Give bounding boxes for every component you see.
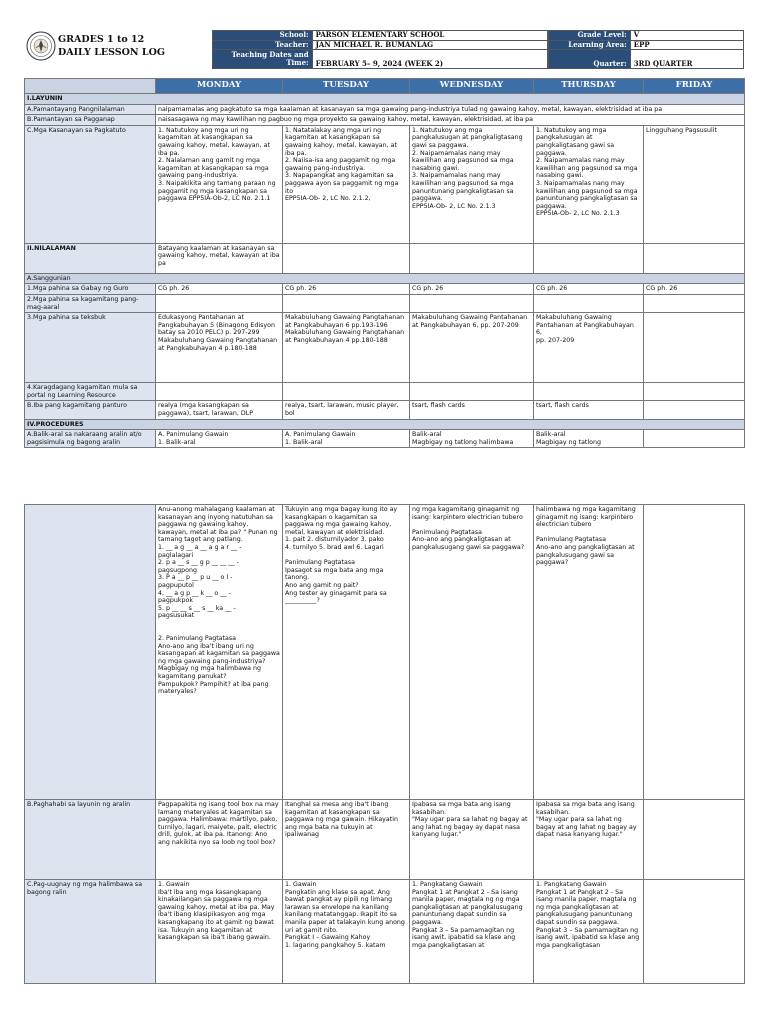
cell-friday — [644, 313, 745, 383]
cell-tuesday — [283, 294, 410, 312]
day-header-row — [25, 79, 745, 94]
meta-left — [212, 30, 548, 69]
cell-monday: Batayang kaalaman at kasanayan sa gawaing kahoy, metal, kawayan at iba pa — [156, 243, 283, 273]
section-layunin — [25, 94, 745, 105]
cell-thursday: tsart, flash cards — [534, 401, 644, 419]
section-sanggunian — [25, 273, 745, 284]
row-label: B.Paghahabi sa layunin ng aralin — [25, 800, 156, 880]
cell-thursday: halimbawa ng mga kagamitang ginagamit ng isang: karpintero electrician tubero Panimulang Pagtatasa Ano-ano ang pangkaligtasan at pangkalusugang gawi sa paggawa? — [534, 505, 644, 800]
row-label: A.Pamantayang Pangnilalaman — [25, 104, 156, 115]
cell-thursday: CG ph. 26 — [534, 284, 644, 295]
cell-monday — [156, 294, 283, 312]
cell-monday: Edukasyong Pantahanan at Pangkabuhayan 5 (Binagong Edisyon batay sa 2010 PELC) p. 297-299 Makabuluhang Gawaing Pangtahanan at Pangkabuhayan 4 p.180-188 — [156, 313, 283, 383]
day-monday: MONDAY — [156, 79, 283, 94]
cell-wednesday: tsart, flash cards — [410, 401, 534, 419]
grade-value: V — [630, 31, 743, 41]
row-label: 2.Mga pahina sa kagamitang pang-mag-aaral — [25, 294, 156, 312]
cell-wednesday: 1. Natutukoy ang mga pangkalusugan at pangkaligtasang gawi sa paggawa. 2. Naipamamalas nang may kawilihan ang pagsunod sa mga nasabing gawi. 3. Naipamamalas nang may kawilihan ang pagsunod sa mga panuntunang pangkaligtasan sa paggawa. EPP5IA-Ob- 2, LC No. 2.1.3 — [410, 125, 534, 243]
cell-wednesday: Balik-aral Magbigay ng tatlong halimbawa — [410, 430, 534, 448]
cell-friday — [644, 880, 745, 984]
cell-thursday: 1. Natutukoy ang mga pangkalusugan at pangkaligtasang gawi sa paggawa. 2. Naipamamalas nang may kawilihan ang pagsunod sa mga nasabing gawi. 3. Naipamamalas nang may kawilihan ang pagsunod sa mga panuntunang pangkaligtasan sa paggawa. EPP5IA-Ob- 2, LC No. 2.1.3 — [534, 125, 644, 243]
row-teksbuk — [25, 313, 745, 383]
section-procedures — [25, 419, 745, 430]
row-kagamitang-pang-mag-aaral — [25, 294, 745, 312]
cell-friday — [644, 430, 745, 448]
cell-thursday: Ipabasa sa mga bata ang isang kasabihan. "May ugar para sa lahat ng bagay at ang lahat ng bagay ay dapat nasa kanyang lugar." — [534, 800, 644, 880]
row-pamantayan-pagganap — [25, 115, 745, 126]
row-text: naisasagawa ng may kawilihan ng pagbuo ng mga proyekto sa gawaing kahoy, metal, kawayan, elektrisidad, at iba pa — [156, 115, 745, 126]
cell-thursday: 1. Pangkatang Gawain Pangkat 1 at Pangkat 2 - Sa isang manila paper, magtala ng ng mga pangkaligtasan at pangkalusugang panuntunang dapat sundin sa paggawa. Pangkat 3 – Sa pamamagitan ng isang awit, ipabatid sa klase ang mga pangkaligtasan — [534, 880, 644, 984]
cell-monday — [156, 383, 283, 401]
cell-tuesday: Makabuluhang Gawaing Pangtahanan at Pangkabuhayan 6 pp.193-196 Makabuluhang Gawaing Pangtahanan at Pangkabuhayan 4 pp.180-188 — [283, 313, 410, 383]
row-kasanayan — [25, 125, 745, 243]
cell-wednesday — [410, 294, 534, 312]
corner-cell — [25, 79, 156, 94]
row-nilalaman — [25, 243, 745, 273]
cell-tuesday: A. Panimulang Gawain 1. Balik-aral — [283, 430, 410, 448]
cell-wednesday: 1. Pangkatang Gawain Pangkat 1 at Pangkat 2 - Sa isang manila paper, magtala ng ng mga pangkaligtasan at pangkalusugang panuntunang dapat sundin sa paggawa. Pangkat 3 – Sa pamamagitan ng isang awit, ipabatid sa klase ang mga pangkaligtasan at — [410, 880, 534, 984]
section-label: IV.PROCEDURES — [25, 419, 745, 430]
row-balik-aral-continued — [25, 505, 745, 800]
cell-thursday — [534, 294, 644, 312]
cell-wednesday: CG ph. 26 — [410, 284, 534, 295]
cell-tuesday — [283, 383, 410, 401]
cell-monday: CG ph. 26 — [156, 284, 283, 295]
cell-monday: Anu-anong mahalagang kaalaman at kasanayan ang inyong natutuhan sa paggawa ng gawaing kahoy, kawayan, metal at iba pa? " Punan ng tamang tagot ang patlang. 1. __ a g __ a __ a g a r __ - paglalagari 2. p a __ s __ g p __ __ __ - pagsugpong 3. P a __ p __ p u __ o l - pagpuputol 4. __ a g p __ k __ o __ - pagpukpok 5. p __ __ s __ s __ ka __ - pagsusukat 2. Panimulang Pagtatasa Ano-ano ang iba't ibang uri ng kasangapan at kagamitan sa paggawa ng mga gawaing pang-industriya? Magbigay ng mga halimbawa ng kagamitang panukat? Pampukpok? Pampihit? at iba pang materyales? — [156, 505, 283, 800]
cell-friday: CG ph. 26 — [644, 284, 745, 295]
cell-tuesday: 1. Gawain Pangkatin ang klase sa apat. Ang bawat pangkat ay pipili ng limang larawan sa envelope na kanilang kanilang matatanggap. Ikapit ito sa manila paper at talakayin kung anong uri at gamit nito. Pangkat I – Gawaing Kahoy 1. lagaring pangkahoy 5. katam — [283, 880, 410, 984]
row-gabay-guro — [25, 284, 745, 295]
cell-monday: 1. Gawain Iba't iba ang mga kasangkapang kinakailangan sa paggawa ng mga gawaing kahoy, metal at iba pa. May iba't ibang klasipikasyon ang mga kasangkapang ito at gamit ng bawat isa. Tukuyin ang kagamitan at kasangkapan sa iba't ibang gawain. — [156, 880, 283, 984]
meta-right — [548, 30, 744, 69]
day-wednesday: WEDNESDAY — [410, 79, 534, 94]
title-line-1: GRADES 1 to 12 — [58, 34, 145, 45]
cell-monday: 1. Natutukoy ang mga uri ng kagamitan at kasangkapan sa gawaing kahoy, metal, kawayan, at iba pa. 2. Nalalaman ang gamit ng mga kagamitan at kasangkapan sa mga gawaing pang-industriya. 3. Naipakikita ang tamang paraan ng paggamit ng mga kasangkapan sa paggawa EPP5IA-Ob-2, LC No. 2.1.1 — [156, 125, 283, 243]
cell-tuesday: 1. Natatalakay ang mga uri ng kagamitan at kasangkapan sa gawaing kahoy, metal, kawayan, at iba pa. 2. Naiisa-isa ang paggamit ng mga gawaing pang-industriya. 3. Napapangkat ang kagamitan sa paggawa ayon sa paggamit ng mga ito EPP5IA-Ob- 2, LC No. 2.1.2, — [283, 125, 410, 243]
cell-monday: A. Panimulang Gawain 1. Balik-aral — [156, 430, 283, 448]
cell-friday — [644, 800, 745, 880]
cell-wednesday: ng mga kagamitang ginagamit ng isang: karpintero electrician tubero Panimulang Pagtatasa Ano-ano ang pangkaligtasan at pangkalusugang gawi sa paggawa? — [410, 505, 534, 800]
row-text: naipamamalas ang pagkatuto sa mga kaalaman at kasanayan sa mga gawaing pang-industriya tulad ng gawaing kahoy, metal, kawayan, elektrisidad at iba pa — [156, 104, 745, 115]
cell-tuesday: CG ph. 26 — [283, 284, 410, 295]
quarter-value: 3RD QUARTER — [630, 50, 743, 69]
row-label: 4.Karagdagang kagamitan mula sa portal ng Learning Resource — [25, 383, 156, 401]
cell-wednesday — [410, 383, 534, 401]
day-friday: FRIDAY — [644, 79, 745, 94]
lesson-table-page-1 — [24, 78, 745, 448]
row-label: B.Iba pang kagamitang panturo — [25, 401, 156, 419]
row-label — [25, 505, 156, 800]
cell-friday — [644, 505, 745, 800]
day-tuesday: TUESDAY — [283, 79, 410, 94]
cell-friday — [644, 401, 745, 419]
row-label: II.NILALAMAN — [25, 243, 156, 273]
cell-wednesday — [410, 243, 534, 273]
row-pamantayang-pangnilalaman — [25, 104, 745, 115]
cell-friday — [644, 243, 745, 273]
dates-value: FEBRUARY 5– 9, 2024 (WEEK 2) — [312, 50, 547, 69]
row-paghahabi — [25, 800, 745, 880]
row-label: 3.Mga pahina sa teksbuk — [25, 313, 156, 383]
row-balik-aral — [25, 430, 745, 448]
cell-tuesday: Tukuyin ang mga bagay kung ito ay kasangkapan o kagamitan sa paggawa ng mga gawaing kahoy, metal, kawayan at elektrisidad. 1. pait 2. disturnilyador 3. pako 4. turnilyo 5. brad awl 6. Lagari Panimulang Pagtatasa Ipasagot sa mga bata ang mga tanong. Ano ang gamit ng pait? Ang tester ay ginagamit para sa __________? — [283, 505, 410, 800]
cell-thursday — [534, 383, 644, 401]
cell-friday — [644, 383, 745, 401]
grade-label: Grade Level: — [549, 31, 631, 41]
row-label: C.Mga Kasanayan sa Pagkatuto — [25, 125, 156, 243]
lesson-log-page-2 — [24, 504, 744, 984]
row-label: B.Pamantayan sa Pagganap — [25, 115, 156, 126]
deped-seal-icon — [26, 31, 56, 61]
cell-monday: Pagpapakita ng isang tool box na may lamang materyales at kagamitan sa paggawa. Halimbawa: martilyo, pako, turnilyo, lagari, maiyete, pait, electric drill, gulok, at iba pa. Itanong: Ano ang nakikita nyo sa loob ng tool box? — [156, 800, 283, 880]
area-label: Learning Area: — [549, 40, 631, 50]
dates-label: Teaching Dates and Time: — [213, 50, 313, 69]
teacher-value: JAN MICHAEL R. BUMANLAG — [312, 40, 547, 50]
quarter-label: Quarter: — [549, 50, 631, 69]
row-label: A.Balik-aral sa nakaraang aralin at/o pagsisimula ng bagong aralin — [25, 430, 156, 448]
cell-tuesday — [283, 243, 410, 273]
cell-tuesday: realya, tsart, larawan, music player, bol — [283, 401, 410, 419]
row-label: C.Pag-uugnay ng mga halimbawa sa bagong ralin — [25, 880, 156, 984]
cell-thursday: Balik-aral Magbigay ng tatlong — [534, 430, 644, 448]
school-value: PARSON ELEMENTARY SCHOOL — [312, 31, 547, 41]
row-label: 1.Mga pahina sa Gabay ng Guro — [25, 284, 156, 295]
section-label: A.Sanggunian — [25, 273, 745, 284]
cell-thursday: Makabuluhang Gawaing Pantahanan at Pangkabuhayan 6, pp. 207-209 — [534, 313, 644, 383]
cell-thursday — [534, 243, 644, 273]
lesson-log-page-1 — [24, 30, 744, 470]
area-value: EPP — [630, 40, 743, 50]
cell-tuesday: Itanghal sa mesa ang iba't ibang kagamitan at kasangkapan sa paggawa ng mga gawain. Hikayatin ang mga bata na tukuyin at ipaliwanag — [283, 800, 410, 880]
cell-monday: realya (mga kasangkapan sa paggawa), tsart, larawan, DLP — [156, 401, 283, 419]
lesson-table-page-2 — [24, 504, 745, 984]
row-pag-uugnay — [25, 880, 745, 984]
school-label: School: — [213, 31, 313, 41]
title-line-2: DAILY LESSON LOG — [58, 47, 165, 58]
cell-wednesday: Makabuluhang Gawaing Pantahanan at Pangkabuhayan 6, pp. 207-209 — [410, 313, 534, 383]
day-thursday: THURSDAY — [534, 79, 644, 94]
teacher-label: Teacher: — [213, 40, 313, 50]
cell-wednesday: Ipabasa sa mga bata ang isang kasabihan. "May ugar para sa lahat ng bagay at ang lahat ng bagay ay dapat nasa kanyang lugar." — [410, 800, 534, 880]
row-karagdagang-kagamitan — [25, 383, 745, 401]
section-label: I.LAYUNIN — [25, 94, 745, 105]
row-iba-pang-kagamitan — [25, 401, 745, 419]
log-header — [24, 30, 744, 68]
cell-friday: Lingguhang Pagsusulit — [644, 125, 745, 243]
cell-friday — [644, 294, 745, 312]
log-title — [58, 33, 165, 59]
